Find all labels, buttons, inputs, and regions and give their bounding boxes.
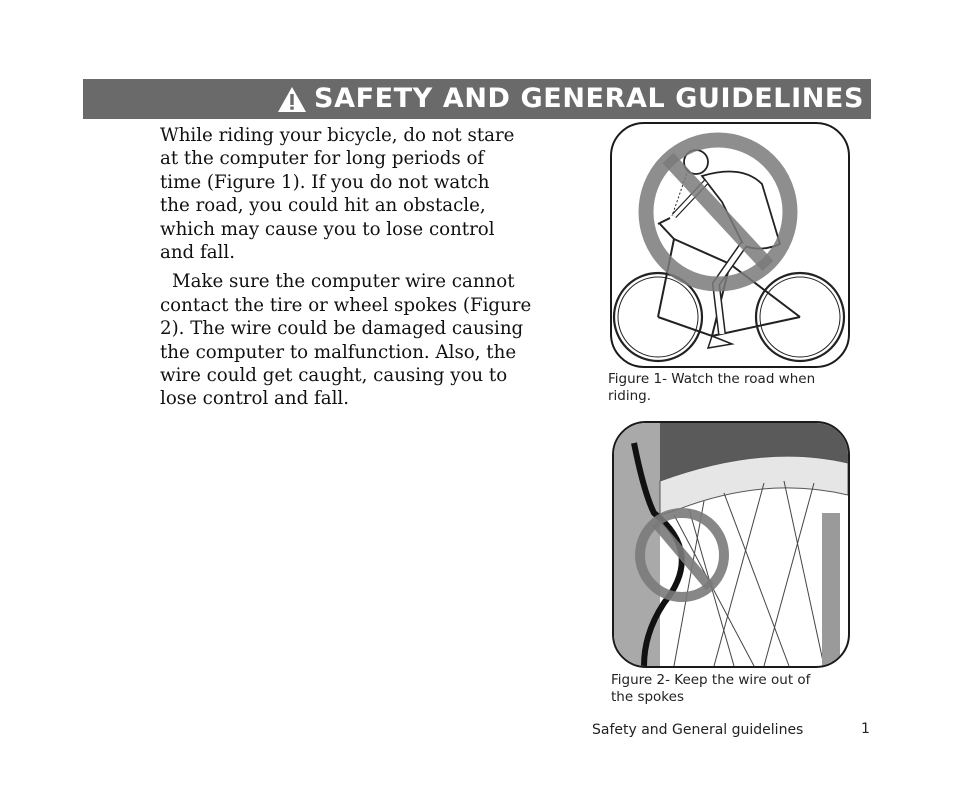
- page-number: 1: [861, 721, 870, 737]
- paragraph-watch-road: While riding your bicycle, do not stare at the computer for long periods of time (Figure 1). If you do not watch the road, you could hit an obstacle, which may cause you to lose control and fall.: [160, 125, 515, 264]
- body-text: [160, 124, 600, 417]
- figure-2-caption: Figure 2- Keep the wire out of the spokes: [611, 672, 811, 705]
- warning-icon: [277, 86, 307, 113]
- figure-1-illustration: [610, 122, 850, 368]
- footer-section-title: Safety and General guidelines: [592, 722, 804, 738]
- figure-2-illustration: [612, 421, 850, 668]
- section-header-bar: [83, 79, 871, 119]
- figure-1-caption: Figure 1- Watch the road when riding.: [608, 371, 816, 404]
- page-title: SAFETY AND GENERAL GUIDELINES: [314, 83, 864, 114]
- cyclist-prohibition-illustration: [612, 124, 848, 366]
- wire-spokes-prohibition-illustration: [614, 423, 848, 666]
- section-header: [277, 79, 864, 119]
- paragraph-computer-wire: Make sure the computer wire cannot contact the tire or wheel spokes (Figure 2). The wire could be damaged causing the computer to malfunction. Also, the wire could get caught, causing you to lose control and fall.: [160, 271, 532, 410]
